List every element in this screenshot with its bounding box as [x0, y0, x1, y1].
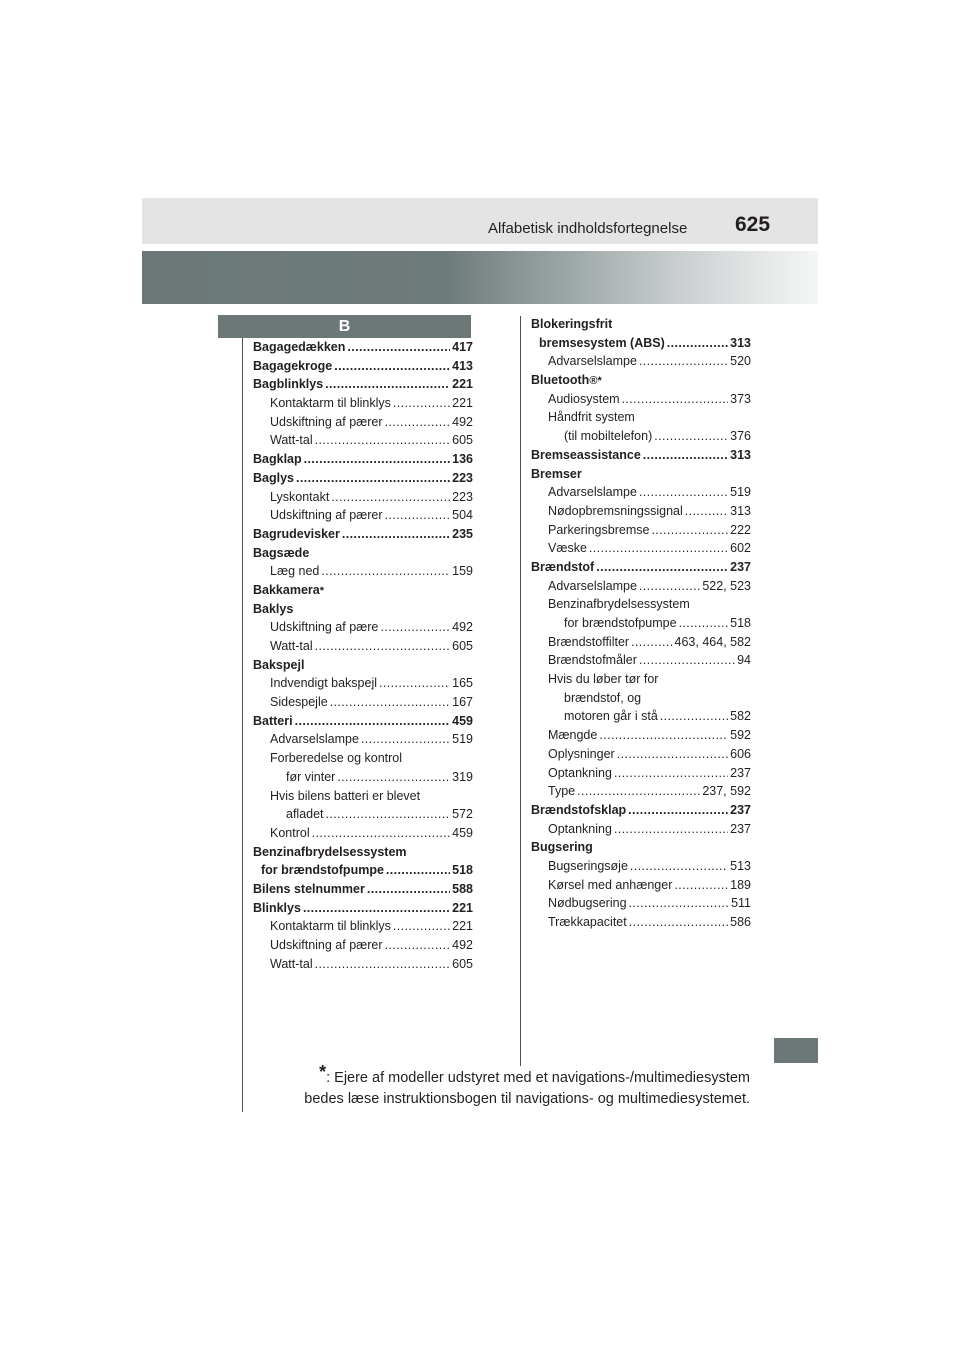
index-entry-term: Bagsæde: [253, 545, 310, 560]
index-entry-term: Bakkamera: [253, 582, 320, 597]
dot-leader: [631, 635, 672, 649]
index-entry: [531, 541, 751, 560]
index-entry: [253, 377, 473, 396]
dot-leader: [331, 490, 450, 504]
index-entry: [531, 635, 751, 654]
index-entry-page: 319: [452, 769, 473, 784]
index-entry-term: Blinklys: [253, 900, 301, 915]
index-entry-term: for brændstofpumpe: [261, 863, 384, 878]
index-entry: [253, 770, 473, 789]
page-header-title: Alfabetisk indholdsfortegnelse: [488, 220, 688, 237]
index-entry-term: Brændstof: [531, 559, 595, 574]
index-entry-term: Watt-tal: [270, 956, 313, 971]
index-entry-page: 605: [452, 639, 473, 653]
index-entry-page: 167: [452, 695, 473, 710]
dot-leader: [385, 415, 451, 429]
index-entry-page: 159: [452, 564, 473, 579]
dot-leader: [630, 859, 728, 873]
index-entry: [531, 523, 751, 542]
index-entry: [253, 620, 473, 639]
column-divider-middle: [520, 316, 521, 1066]
index-entry-page: 221: [452, 396, 473, 411]
index-entry-term: Advarselslampe: [548, 578, 637, 593]
index-entry: [531, 766, 751, 785]
dot-leader: [589, 541, 728, 555]
dot-leader: [303, 901, 450, 915]
dot-leader: [577, 784, 700, 798]
index-entry-page: 518: [452, 863, 473, 878]
footnote-text-1: : Ejere af modeller udstyret med et navigations-/multimediesystem: [326, 1070, 750, 1086]
index-entry: [253, 508, 473, 527]
index-entry-term: Udskiftning af pærer: [270, 938, 383, 952]
dot-leader: [337, 770, 450, 784]
index-entry-term: Bagrudevisker: [253, 526, 340, 541]
index-entry: [253, 957, 473, 976]
index-entry: [253, 789, 473, 808]
dot-leader: [639, 485, 728, 499]
index-entry-term: Watt-tal: [270, 433, 313, 448]
index-entry-term: Parkeringsbremse: [548, 522, 650, 537]
dot-leader: [393, 396, 450, 410]
index-entry: [531, 392, 751, 411]
index-entry-term: Kontaktarm til blinklys: [270, 396, 391, 411]
dot-leader: [312, 826, 451, 840]
index-entry: [253, 751, 473, 770]
index-entry-term: bremsesystem (ABS): [539, 335, 665, 350]
index-entry-term: Udskiftning af pære: [270, 620, 379, 635]
index-entry-term: Brændstofmåler: [548, 653, 637, 668]
index-entry: [531, 728, 751, 747]
index-entry-page: 520: [730, 354, 751, 369]
index-entry-term: Indvendigt bakspejl: [270, 676, 378, 691]
index-entry-term: Bagagedækken: [253, 340, 346, 354]
index-entry: [531, 709, 751, 728]
index-entry: [531, 803, 751, 822]
index-entry-term: Bagagekroge: [253, 358, 333, 373]
index-entry: [253, 676, 473, 695]
index-entry-term: Mængde: [548, 728, 598, 743]
dot-leader: [654, 429, 728, 443]
dot-leader: [629, 896, 730, 910]
dot-leader: [628, 803, 728, 817]
dot-leader: [393, 919, 450, 933]
index-entry: [531, 485, 751, 504]
dot-leader: [342, 527, 450, 541]
dot-leader: [386, 863, 450, 877]
index-entry-page: 237: [730, 559, 751, 574]
dot-leader: [599, 728, 728, 742]
dot-leader: [674, 878, 728, 892]
index-entry-page: 519: [452, 732, 473, 747]
index-entry-term: Trækkapacitet: [548, 915, 627, 929]
index-entry: [253, 340, 473, 359]
index-entry-term: Udskiftning af pærer: [270, 508, 383, 523]
index-entry: [253, 452, 473, 471]
index-entry-page: 413: [452, 358, 473, 373]
index-entry-term: Udskiftning af pærer: [270, 414, 383, 429]
index-entry-term: Optankning: [548, 821, 612, 836]
index-entry-term: Bagklap: [253, 452, 302, 467]
index-entry-term: Sidespejle: [270, 695, 328, 710]
index-entry: [253, 564, 473, 583]
index-entry-page: 189: [730, 877, 751, 892]
index-entry: [531, 747, 751, 766]
index-entry-term: før vinter: [286, 769, 336, 784]
index-entry-page: 221: [452, 377, 473, 392]
index-entry-page: 136: [452, 452, 473, 467]
index-entry-term: Forberedelse og kontrol: [270, 751, 403, 766]
index-entry-term: Baglys: [253, 470, 294, 485]
index-entry-term: motoren går i stå: [564, 709, 658, 724]
index-entry-term: Væske: [548, 541, 587, 556]
dot-leader: [685, 504, 728, 518]
index-column-right: [531, 317, 751, 934]
index-entry: [531, 597, 751, 616]
dot-leader: [629, 915, 728, 929]
index-entry-term: Optankning: [548, 765, 612, 780]
index-entry-term: Baklys: [253, 601, 294, 616]
index-entry-page: 94: [737, 653, 751, 668]
index-entry-page: 237: [730, 821, 751, 836]
dot-leader: [643, 448, 728, 462]
dot-leader: [296, 471, 450, 485]
dot-leader: [315, 433, 451, 447]
index-entry-term: brændstof, og: [564, 690, 642, 705]
dot-leader: [596, 560, 728, 574]
index-entry: [253, 527, 473, 546]
index-entry: [253, 471, 473, 490]
dot-leader: [667, 336, 728, 350]
index-entry-page: 459: [452, 713, 473, 728]
dot-leader: [334, 359, 450, 373]
index-entry: [531, 691, 751, 710]
index-entry-page: 504: [452, 508, 473, 523]
index-entry: [253, 639, 473, 658]
dot-leader: [622, 392, 729, 406]
index-entry-page: 313: [730, 447, 751, 462]
index-entry-term: Bremseassistance: [531, 447, 641, 462]
column-divider-left: [242, 338, 243, 1112]
index-entry-term: Håndfrit system: [548, 410, 635, 425]
index-entry-term: Kontaktarm til blinklys: [270, 919, 391, 934]
index-entry-page: 417: [452, 340, 473, 354]
index-entry: [531, 560, 751, 579]
index-entry: [253, 732, 473, 751]
index-entry-term: Oplysninger: [548, 746, 615, 761]
index-entry: [253, 359, 473, 378]
dot-leader: [321, 564, 450, 578]
dot-leader: [325, 377, 450, 391]
index-entry-page: 223: [452, 489, 473, 504]
index-entry-page: 221: [452, 919, 473, 934]
index-entry-term: Bakspejl: [253, 657, 305, 672]
index-entry-page: 313: [730, 335, 751, 350]
index-entry-term: Benzinafbrydelsessystem: [253, 844, 407, 859]
index-entry-page: 223: [452, 470, 473, 485]
dot-leader: [295, 714, 451, 728]
index-entry-page: 572: [452, 807, 473, 822]
index-entry: [253, 695, 473, 714]
dot-leader: [304, 452, 451, 466]
index-entry-term: afladet: [286, 807, 324, 822]
index-entry: [531, 915, 751, 934]
index-entry: [253, 845, 473, 864]
index-entry-term: Advarselslampe: [548, 485, 637, 500]
index-entry-page: 222: [730, 522, 751, 537]
index-entry: [253, 433, 473, 452]
index-entry-page: 513: [730, 858, 751, 873]
index-entry: [253, 396, 473, 415]
index-entry-page: 492: [452, 620, 473, 635]
index-entry-term: Hvis bilens batteri er blevet: [270, 788, 421, 803]
index-entry: [531, 317, 751, 336]
dot-leader: [330, 695, 450, 709]
index-entry: [531, 448, 751, 467]
index-entry-page: 522, 523: [702, 578, 751, 593]
index-entry-term: Bagblinklys: [253, 377, 324, 392]
index-entry-term: Bilens stelnummer: [253, 881, 365, 896]
index-entry: [531, 410, 751, 429]
footnote-line-2: bedes læse instruktionsbogen til navigations- og multimediesystemet.: [304, 1091, 750, 1107]
dot-leader: [315, 957, 451, 971]
index-entry-term: Bugseringsøje: [548, 858, 628, 873]
index-entry-term: Hvis du løber tør for: [548, 672, 659, 687]
index-entry-term: Bremser: [531, 466, 582, 481]
index-entry-term: Brændstofsklap: [531, 802, 627, 817]
index-entry: [531, 859, 751, 878]
dot-leader: [679, 616, 729, 630]
dot-leader: [639, 653, 735, 667]
footnote: [250, 1062, 750, 1110]
index-entry: [531, 579, 751, 598]
index-entry: [253, 658, 473, 677]
index-entry: [253, 415, 473, 434]
section-letter-label: B: [218, 315, 471, 338]
index-entry: [253, 714, 473, 733]
index-entry-term: Lyskontakt: [270, 489, 330, 504]
index-entry-term: Kontrol: [270, 825, 310, 840]
index-entry-page: 376: [730, 429, 751, 444]
index-entry: [253, 490, 473, 509]
index-entry-page: 237: [730, 765, 751, 780]
index-entry-page: 492: [452, 938, 473, 952]
footnote-line-1: [250, 1062, 750, 1089]
dot-leader: [651, 523, 728, 537]
dot-leader: [614, 766, 728, 780]
index-entry: [253, 882, 473, 901]
index-entry-page: 511: [731, 896, 751, 911]
index-entry: [531, 672, 751, 691]
index-entry-term: Blokeringsfrit: [531, 317, 613, 331]
dot-leader: [361, 732, 450, 746]
index-entry-page: 588: [452, 881, 473, 896]
index-entry-page: 606: [730, 746, 751, 761]
dot-leader: [379, 676, 450, 690]
index-entry-term: Bugsering: [531, 840, 593, 855]
index-entry: [253, 602, 473, 621]
index-entry-page: 463, 464, 582: [674, 634, 751, 649]
dot-leader: [660, 709, 728, 723]
dot-leader: [326, 807, 451, 821]
index-entry-page: 518: [730, 616, 751, 630]
index-entry: [253, 807, 473, 826]
index-entry-page: 492: [452, 414, 473, 429]
index-entry: [531, 467, 751, 486]
index-entry-page: 313: [730, 503, 751, 518]
index-entry-term: Watt-tal: [270, 639, 313, 653]
index-entry-term: (til mobiltelefon): [564, 429, 653, 444]
index-entry-page: 605: [452, 433, 473, 448]
page-number: 625: [735, 213, 771, 236]
index-entry: [531, 822, 751, 841]
dot-leader: [385, 508, 451, 522]
index-entry-page: 235: [452, 526, 473, 541]
index-entry-page: 582: [730, 709, 751, 724]
index-entry: [531, 840, 751, 859]
index-entry: [531, 616, 751, 635]
dot-leader: [385, 938, 451, 952]
index-entry-term: Brændstoffilter: [548, 634, 630, 649]
index-entry: [253, 901, 473, 920]
dot-leader: [367, 882, 450, 896]
index-entry-term: Nødbugsering: [548, 896, 627, 911]
index-entry: [531, 429, 751, 448]
index-entry: [531, 336, 751, 355]
index-entry-page: 605: [452, 956, 473, 971]
dot-leader: [315, 639, 451, 653]
index-entry: [531, 784, 751, 803]
index-entry-page: 459: [452, 825, 473, 840]
dot-leader: [617, 747, 728, 761]
index-entry: [531, 653, 751, 672]
index-column-left: [253, 340, 473, 975]
dot-leader: [639, 354, 728, 368]
index-entry-page: 373: [730, 391, 751, 406]
index-entry-term: Kørsel med anhænger: [548, 877, 673, 892]
dot-leader: [614, 822, 728, 836]
index-entry-term: Benzinafbrydelsessystem: [548, 597, 690, 612]
header-band: [142, 198, 818, 244]
index-entry: [531, 504, 751, 523]
index-entry: Bakkamera *: [253, 582, 324, 597]
index-entry: [253, 826, 473, 845]
index-entry-term: for brændstofpumpe: [564, 616, 677, 630]
index-entry-term: Batteri: [253, 713, 293, 728]
index-entry-page: 237, 592: [702, 784, 751, 799]
index-entry: [253, 546, 473, 565]
footnote-marker: *: [319, 1062, 327, 1082]
index-entry: Bluetooth ® *: [531, 373, 602, 388]
dot-leader: [639, 579, 700, 593]
index-entry-term: Type: [548, 784, 576, 799]
index-entry: [531, 878, 751, 897]
index-entry: [253, 938, 473, 957]
decorative-gradient-band: [142, 251, 818, 304]
index-entry-term: Advarselslampe: [548, 354, 637, 369]
index-entry-page: 519: [730, 485, 751, 500]
index-entry-page: 602: [730, 541, 751, 556]
index-entry: [531, 354, 751, 373]
index-entry-page: 165: [452, 676, 473, 691]
index-entry-page: 237: [730, 802, 751, 817]
index-entry: [253, 863, 473, 882]
dot-leader: [380, 620, 450, 634]
index-entry-term: Audiosystem: [548, 391, 620, 406]
index-entry-page: 592: [730, 728, 751, 743]
thumb-index-tab: [774, 1038, 818, 1063]
index-entry-page: 221: [452, 900, 473, 915]
dot-leader: [347, 340, 450, 354]
index-entry-page: 586: [730, 915, 751, 929]
index-entry: [253, 919, 473, 938]
index-entry-term: Advarselslampe: [270, 732, 359, 747]
index-entry-term: Læg ned: [270, 564, 320, 579]
index-entry-term: Nødopbremsningssignal: [548, 503, 683, 518]
index-entry: [531, 896, 751, 915]
index-entry-term: Bluetooth: [531, 373, 590, 388]
